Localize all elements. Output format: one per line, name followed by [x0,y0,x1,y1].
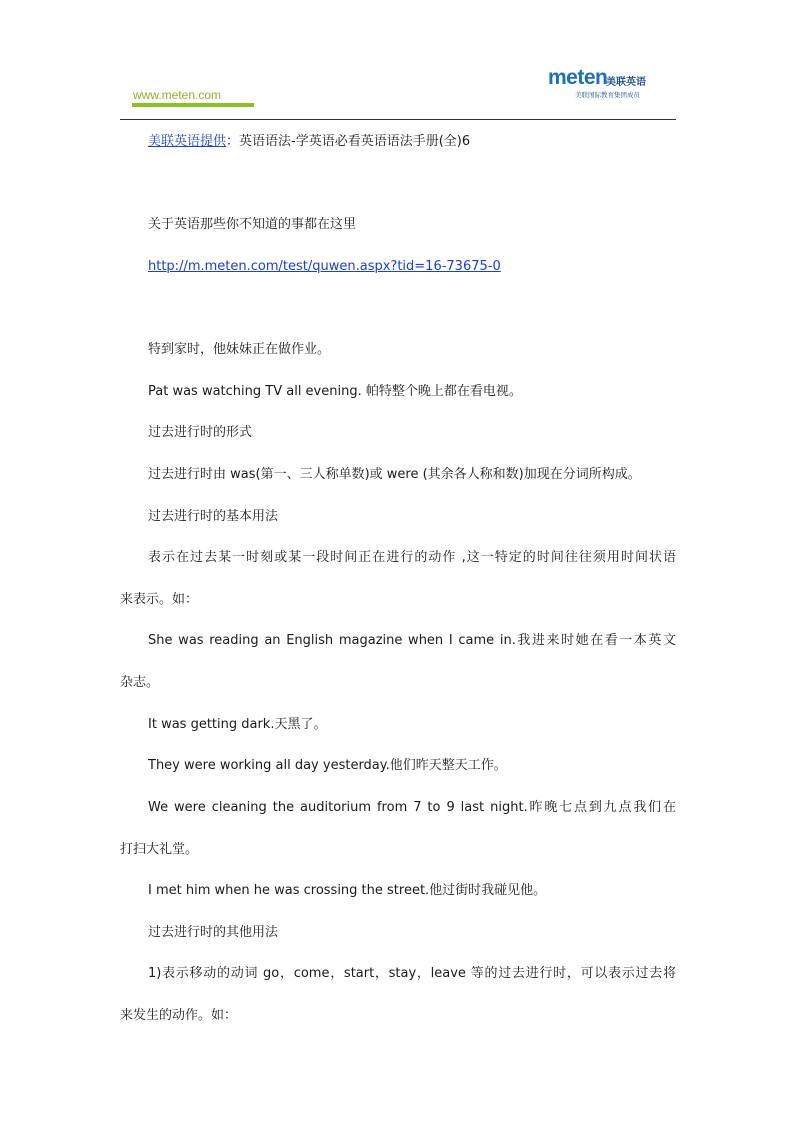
example-4-line-1: We were cleaning the auditorium from 7 to 9 last night.昨晚七点到九点我们在 [148,800,676,815]
example-1-line-2: 杂志。 [120,675,160,690]
page-header [120,66,676,120]
example-4-line-2: 打扫大礼堂。 [120,842,199,857]
promo-text: 关于英语那些你不知道的事都在这里 [148,217,357,232]
heading-basic-usage: 过去进行时的基本用法 [148,509,279,524]
paragraph-4-line-1: 表示在过去某一时刻或某一段时间正在进行的动作 ,这一特定的时间往往须用时间状语 [148,550,676,565]
logo-wordmark: meten [548,66,608,89]
logo-chinese-name: 美联英语 [606,77,646,88]
paragraph-5-line-2: 来发生的动作。如： [120,1008,238,1023]
example-5: I met him when he was crossing the street.他过街时我碰见他。 [148,883,547,898]
example-1-line-1: She was reading an English magazine when I came in.我进来时她在看一本英文 [148,633,676,648]
header-divider [120,119,676,120]
meten-logo [548,66,658,102]
paragraph-1: 特到家时，他妹妹正在做作业。 [148,342,331,357]
heading-form: 过去进行时的形式 [148,425,253,440]
paragraph-2: Pat was watching TV all evening. 帕特整个晚上都在看电视。 [148,384,522,399]
logo-subtitle: 美联国际教育集团成员 [575,91,640,99]
heading-other-usage: 过去进行时的其他用法 [148,925,279,940]
intro-title-line [148,133,470,151]
paragraph-5-line-1: 1)表示移动的动词 go，come，start，stay，leave 等的过去进行时，可以表示过去将 [148,966,676,981]
intro-title: ：英语语法-学英语必看英语语法手册(全)6 [226,134,471,149]
paragraph-4-line-2: 来表示。如： [120,592,199,607]
example-3: They were working all day yesterday.他们昨天整天工作。 [148,758,507,773]
paragraph-3: 过去进行时由 was(第一、三人称单数)或 were (其余各人称和数)加现在分词所构成。 [148,467,641,482]
provider-link[interactable]: 美联英语提供 [148,134,227,149]
header-accent-bar [132,103,254,107]
promo-url-line [148,258,501,276]
example-2: It was getting dark.天黑了。 [148,717,327,732]
promo-url-link[interactable]: http://m.meten.com/test/quwen.aspx?tid=16-73675-0 [148,259,501,274]
site-url: www.meten.com [133,88,222,102]
